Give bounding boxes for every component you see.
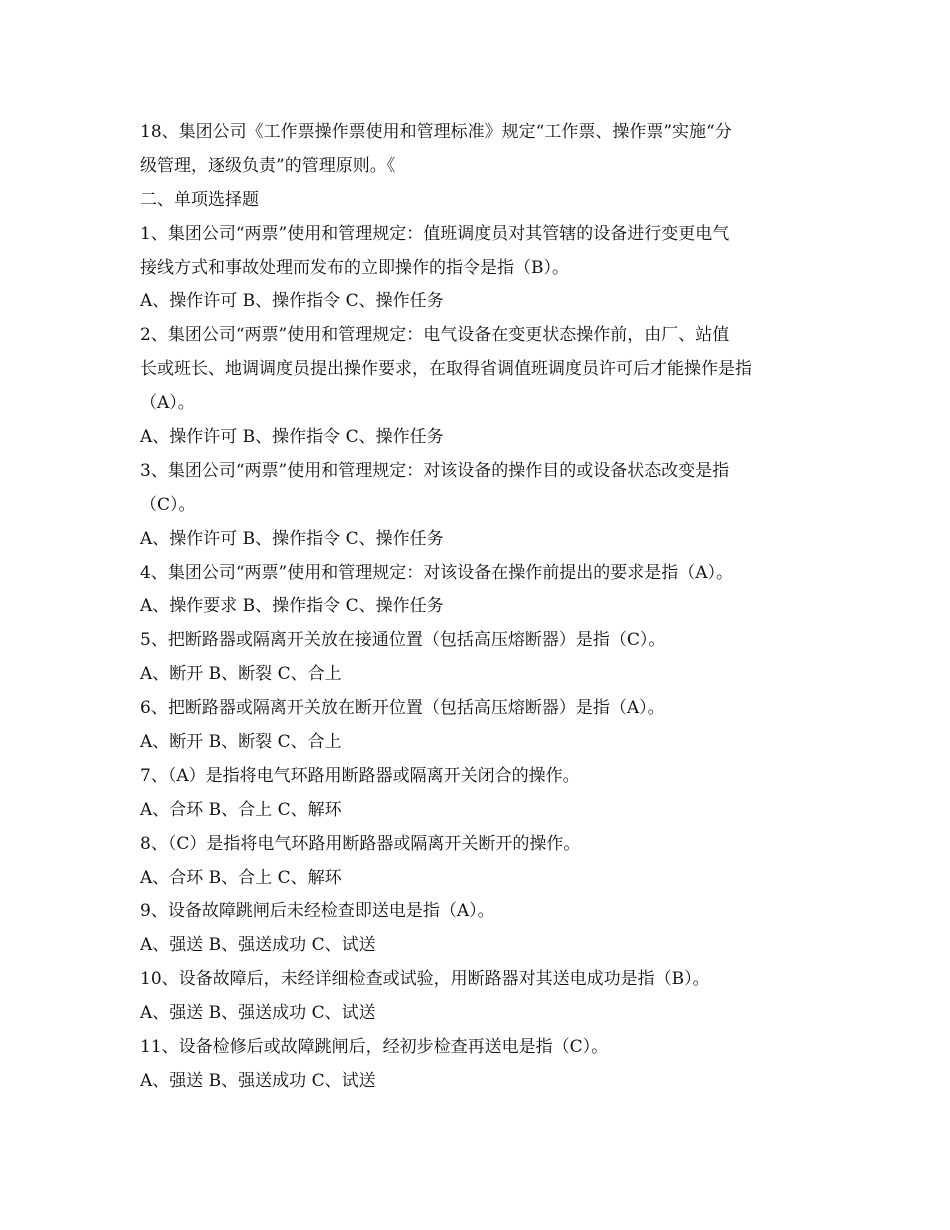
document-body xyxy=(140,116,820,1099)
answer-options: A、断开 B、断裂 C、合上 xyxy=(140,664,342,685)
question-text: 3、集团公司“两票”使用和管理规定：对该设备的操作目的或设备状态改变是指 xyxy=(140,460,730,481)
question-text: 9、设备故障跳闸后未经检查即送电是指（A）。 xyxy=(140,901,495,922)
answer-options: A、强送 B、强送成功 C、试送 xyxy=(140,1070,376,1091)
question-text: 1、集团公司“两票”使用和管理规定：值班调度员对其管辖的设备进行变更电气 xyxy=(140,223,730,244)
question-text: 10、设备故障后，未经详细检查或试验，用断路器对其送电成功是指（B）。 xyxy=(140,969,710,990)
answer-options: A、断开 B、断裂 C、合上 xyxy=(140,732,342,753)
answer-options: A、操作许可 B、操作指令 C、操作任务 xyxy=(140,528,444,549)
question-text: 4、集团公司“两票”使用和管理规定：对该设备在操作前提出的要求是指（A）。 xyxy=(140,562,733,583)
section-heading: 二、单项选择题 xyxy=(140,189,259,210)
answer-options: A、强送 B、强送成功 C、试送 xyxy=(140,935,376,956)
text-line: 18、集团公司《工作票操作票使用和管理标准》规定“工作票、操作票”实施“分 xyxy=(140,122,732,142)
question-text: 长或班长、地调调度员提出操作要求，在取得省调值班调度员许可后才能操作是指 xyxy=(140,359,752,380)
question-text: （A）。 xyxy=(140,393,195,414)
question-text: （C）。 xyxy=(140,494,196,515)
answer-options: A、操作要求 B、操作指令 C、操作任务 xyxy=(140,596,444,617)
question-text: 5、把断路器或隔离开关放在接通位置（包括高压熔断器）是指（C）。 xyxy=(140,630,666,651)
text-line: 级管理，逐级负责”的管理原则。《 xyxy=(140,155,396,176)
question-text: 6、把断路器或隔离开关放在断开位置（包括高压熔断器）是指（A）。 xyxy=(140,698,665,719)
question-text: 11、设备检修后或故障跳闸后，经初步检查再送电是指（C）。 xyxy=(140,1037,609,1058)
answer-options: A、操作许可 B、操作指令 C、操作任务 xyxy=(140,291,444,312)
question-text: 8、（C）是指将电气环路用断路器或隔离开关断开的操作。 xyxy=(140,833,581,854)
question-text: 7、（A）是指将电气环路用断路器或隔离开关闭合的操作。 xyxy=(140,765,580,786)
question-text: 接线方式和事故处理而发布的立即操作的指令是指（B）。 xyxy=(140,257,569,278)
question-text: 2、集团公司“两票”使用和管理规定：电气设备在变更状态操作前，由厂、站值 xyxy=(140,325,730,346)
answer-options: A、合环 B、合上 C、解环 xyxy=(140,867,342,888)
answer-options: A、操作许可 B、操作指令 C、操作任务 xyxy=(140,427,444,448)
answer-options: A、合环 B、合上 C、解环 xyxy=(140,799,342,820)
answer-options: A、强送 B、强送成功 C、试送 xyxy=(140,1003,376,1024)
